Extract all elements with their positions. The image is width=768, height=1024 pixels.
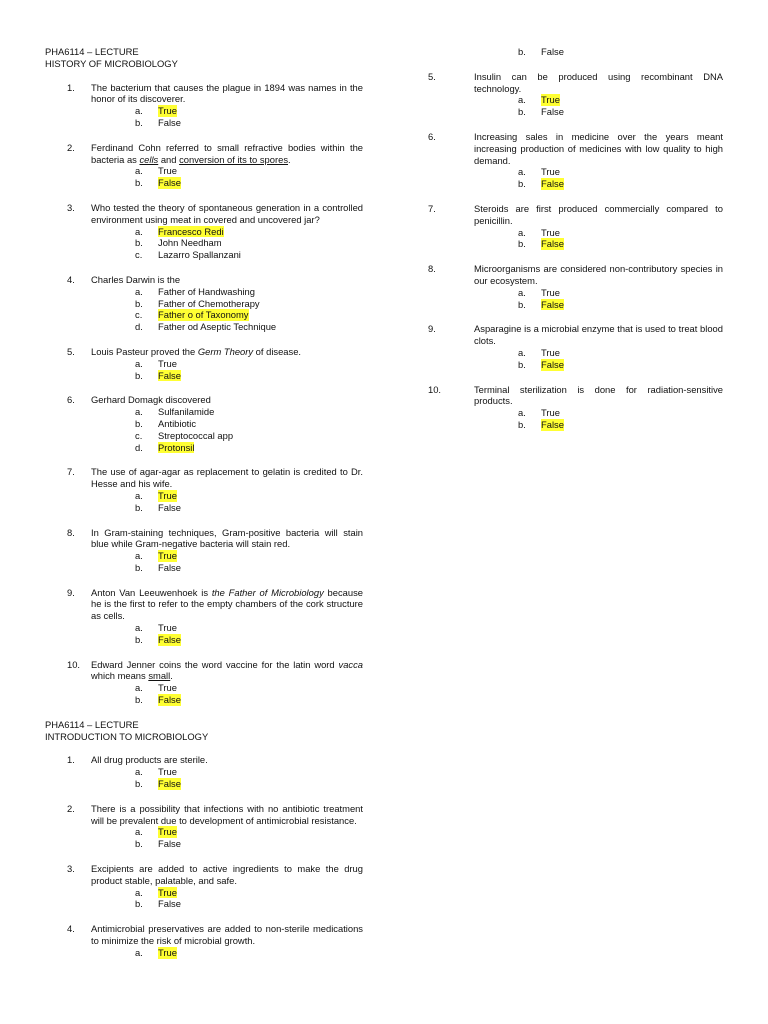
answer-highlight: False (158, 778, 181, 790)
option (518, 419, 723, 431)
stem-segment: Terminal sterilization is done for radiation-sensitive products. (474, 383, 723, 407)
option-letter: b. (135, 561, 143, 573)
question-number: 3. (67, 201, 75, 213)
question-body (91, 142, 363, 189)
question-number: 4. (67, 273, 75, 285)
option-text: Streptococcal app (158, 429, 234, 441)
option-text: True (541, 166, 560, 178)
stem-segment: Edward Jenner coins the word vaccine for the latin word (91, 658, 339, 670)
option (135, 177, 363, 189)
question-number: 2. (67, 802, 75, 814)
question-stem (91, 527, 363, 551)
option (135, 766, 363, 778)
option-letter: a. (518, 286, 526, 298)
question-body (474, 263, 723, 310)
stem-segment: Ferdinand Cohn referred to small refractive bodies within the bacteria as (91, 141, 363, 165)
question-number: 9. (428, 323, 436, 335)
answer-options (474, 407, 723, 431)
option-text: True (158, 622, 177, 634)
option (135, 442, 363, 454)
option-letter: a. (518, 407, 526, 419)
stem-segment: small (148, 670, 171, 682)
option (135, 622, 363, 634)
option-letter: a. (135, 165, 143, 177)
question-stem (91, 587, 363, 622)
option-letter: a. (135, 225, 143, 237)
question-stem (91, 142, 363, 166)
option-letter: c. (135, 309, 143, 321)
answer-highlight: True (158, 489, 177, 501)
option-text: True (541, 286, 560, 298)
option (135, 286, 363, 298)
stem-segment: which means (91, 670, 149, 682)
option-text: Lazarro Spallanzani (158, 249, 241, 261)
option-letter: a. (135, 946, 143, 958)
answer-options (474, 347, 723, 371)
question-number: 8. (67, 526, 75, 538)
option (135, 406, 363, 418)
answer-highlight: True (158, 550, 177, 562)
answer-options (91, 947, 363, 959)
option (518, 94, 723, 106)
question (45, 527, 363, 574)
answer-highlight: False (158, 633, 181, 645)
answer-highlight: False (158, 369, 181, 381)
question (45, 466, 363, 513)
question-body (474, 323, 723, 370)
answer-highlight: True (541, 94, 560, 106)
option (518, 166, 723, 178)
option-text: True (158, 165, 177, 177)
option (135, 947, 363, 959)
option (135, 826, 363, 838)
option-letter: b. (518, 178, 526, 190)
option-text: False (158, 838, 181, 850)
option-letter: a. (135, 682, 143, 694)
question-body (91, 587, 363, 646)
option (518, 347, 723, 359)
answer-options (474, 166, 723, 190)
option (135, 430, 363, 442)
answer-highlight: True (158, 946, 177, 958)
stem-segment: Increasing sales in medicine over the years meant increasing production of medicines with low quality to high demand. (474, 130, 723, 166)
answer-highlight: Protonsil (158, 441, 195, 453)
option-text: Antibiotic (158, 417, 197, 429)
continued-options (428, 46, 723, 58)
option-text: True (158, 357, 177, 369)
option-letter: a. (135, 489, 143, 501)
option-text: True (158, 766, 177, 778)
stem-segment: cells (139, 153, 159, 165)
question-body (91, 394, 363, 453)
answer-options (91, 622, 363, 646)
option-letter: b. (518, 46, 526, 57)
option-text: False (158, 501, 181, 513)
question-number: 1. (67, 81, 75, 93)
section-header (45, 719, 363, 743)
question-number: 8. (428, 263, 436, 275)
question-body (91, 659, 363, 706)
option-letter: b. (135, 417, 143, 429)
question (45, 274, 363, 333)
question-number: 3. (67, 863, 75, 875)
question-number: 6. (67, 394, 75, 406)
question-number: 4. (67, 923, 75, 935)
answer-highlight: True (158, 826, 177, 838)
stem-segment: Germ Theory (197, 345, 254, 357)
option-letter: b. (518, 238, 526, 250)
question (428, 323, 723, 370)
answer-options (474, 227, 723, 251)
question-number: 7. (428, 202, 436, 214)
stem-segment: the Father of Microbiology (211, 586, 324, 598)
option-letter: b. (518, 358, 526, 370)
option-letter: a. (135, 357, 143, 369)
option (135, 550, 363, 562)
answer-highlight: False (541, 178, 564, 190)
right-column (428, 46, 723, 444)
answer-options (474, 287, 723, 311)
option (135, 682, 363, 694)
option-letter: a. (135, 105, 143, 117)
question-stem (474, 384, 723, 408)
stem-segment: Asparagine is a microbial enzyme that is used to treat blood clots. (474, 323, 723, 347)
option (518, 238, 723, 250)
option-text: True (541, 226, 560, 238)
option (135, 634, 363, 646)
answer-options (91, 286, 363, 333)
stem-segment: . (288, 153, 291, 165)
option (518, 299, 723, 311)
stem-segment: conversion of its to spores (179, 153, 289, 165)
option-letter: b. (135, 898, 143, 910)
question-number: 7. (67, 466, 75, 478)
stem-segment: vacca (338, 658, 363, 670)
option-letter: c. (135, 249, 143, 261)
question (45, 587, 363, 646)
stem-segment: Excipients are added to active ingredients to make the drug product stable, palatable, and safe. (91, 863, 363, 886)
question (428, 131, 723, 190)
question (45, 803, 363, 850)
option (518, 287, 723, 299)
question-body (91, 82, 363, 129)
option (518, 407, 723, 419)
stem-segment: of disease. (253, 345, 302, 357)
stem-segment: There is a possibility that infections with no antibiotic treatment will be prevalent due to development of antimicrobial resistance. (91, 802, 363, 826)
section (45, 719, 363, 959)
answer-options (91, 826, 363, 850)
answer-highlight: False (541, 418, 564, 430)
option-letter: a. (135, 886, 143, 898)
question-body (474, 384, 723, 431)
option-text: Father od Aseptic Technique (158, 321, 277, 333)
question-stem (91, 659, 363, 683)
answer-highlight: False (541, 298, 564, 310)
option-letter: a. (135, 550, 143, 562)
option-letter: d. (135, 441, 143, 453)
option-letter: c. (135, 429, 143, 441)
question (428, 71, 723, 118)
option (135, 502, 363, 514)
answer-options (91, 226, 363, 261)
option-letter: b. (135, 694, 143, 706)
question-stem (91, 274, 363, 286)
option-letter: b. (135, 177, 143, 189)
option-text: Father of Chemotherapy (158, 297, 260, 309)
option (135, 298, 363, 310)
left-column (45, 46, 363, 972)
stem-segment: In Gram-staining techniques, Gram-positive bacteria will stain blue while Gram-negative bacteria will stain red. (91, 526, 363, 550)
question-stem (91, 346, 363, 358)
option-letter: a. (135, 285, 143, 297)
option (135, 694, 363, 706)
question-body (91, 274, 363, 333)
section-header (45, 46, 363, 70)
question-stem (91, 863, 363, 887)
answer-highlight: False (158, 177, 181, 189)
option (135, 562, 363, 574)
question-stem (474, 203, 723, 227)
question-body (91, 863, 363, 910)
question-number: 2. (67, 141, 75, 153)
stem-segment: Gerhard Domagk discovered (91, 394, 211, 406)
topic-title: INTRODUCTION TO MICROBIOLOGY (45, 730, 209, 742)
question-body (474, 203, 723, 250)
option (135, 898, 363, 910)
question-stem (91, 803, 363, 827)
question-stem (474, 263, 723, 287)
question-list (428, 71, 723, 431)
option (135, 887, 363, 899)
answer-highlight: True (158, 105, 177, 117)
question (45, 863, 363, 910)
option (135, 838, 363, 850)
option-letter: a. (518, 226, 526, 238)
course-title: PHA6114 – LECTURE (45, 46, 139, 57)
option (135, 418, 363, 430)
option (135, 370, 363, 382)
course-title: PHA6114 – LECTURE (45, 718, 139, 730)
question-stem (474, 71, 723, 95)
answer-options (91, 358, 363, 382)
question-body (474, 131, 723, 190)
question-number: 10. (67, 658, 81, 670)
option-text: False (158, 116, 181, 128)
option (135, 165, 363, 177)
answer-options (91, 105, 363, 129)
question-body (91, 202, 363, 261)
option (135, 226, 363, 238)
question-number: 1. (67, 754, 75, 766)
stem-segment: Antimicrobial preservatives are added to non-sterile medications to minimize the risk of microbial growth. (91, 923, 363, 947)
option-text: Father of Handwashing (158, 285, 255, 297)
answer-options (91, 406, 363, 453)
stem-segment: Microorganisms are considered non-contributory species in our ecosystem. (474, 263, 723, 286)
question (45, 923, 363, 958)
question (45, 394, 363, 453)
option-text: John Needham (158, 237, 222, 249)
option-text: True (158, 682, 177, 694)
question-stem (91, 754, 363, 766)
option-letter: b. (135, 778, 143, 790)
question (428, 384, 723, 431)
question-stem (474, 323, 723, 347)
option-letter: b. (135, 633, 143, 645)
option (518, 106, 723, 118)
option-letter: d. (135, 321, 143, 333)
question-number: 6. (428, 130, 436, 142)
question-number: 5. (428, 70, 436, 82)
answer-highlight: Father o of Taxonomy (158, 309, 249, 321)
option-letter: b. (518, 106, 526, 118)
question (45, 346, 363, 381)
answer-options (91, 490, 363, 514)
option-letter: a. (135, 766, 143, 778)
question-body (91, 923, 363, 958)
option (518, 46, 723, 58)
option (135, 237, 363, 249)
option (518, 227, 723, 239)
question-number: 5. (67, 345, 75, 357)
option-text: True (541, 407, 560, 419)
answer-highlight: False (541, 358, 564, 370)
answer-options (91, 766, 363, 790)
answer-options (91, 682, 363, 706)
stem-segment: Louis Pasteur proved the (91, 345, 198, 357)
option-letter: b. (518, 418, 526, 430)
option-text: False (541, 46, 564, 57)
answer-highlight: True (158, 886, 177, 898)
option-letter: b. (518, 298, 526, 310)
question-body (91, 346, 363, 381)
question (45, 202, 363, 261)
topic-title: HISTORY OF MICROBIOLOGY (45, 57, 178, 69)
option-text: Sulfanilamide (158, 406, 215, 418)
option-letter: b. (135, 501, 143, 513)
question-body (91, 803, 363, 850)
question-stem (91, 923, 363, 947)
section (45, 46, 363, 706)
option-letter: b. (135, 838, 143, 850)
option-letter: a. (518, 94, 526, 106)
answer-highlight: Francesco Redi (158, 225, 224, 237)
question-body (474, 71, 723, 118)
option (135, 249, 363, 261)
question (45, 82, 363, 129)
stem-segment: because he is the first to refer to the empty chambers of the cork structure as cells. (91, 586, 364, 622)
question-stem (91, 82, 363, 106)
stem-segment: All drug products are sterile. (91, 754, 208, 766)
question (45, 142, 363, 189)
option (135, 490, 363, 502)
question (45, 754, 363, 789)
option-letter: b. (135, 237, 143, 249)
question-stem (474, 131, 723, 166)
question-number: 10. (428, 383, 442, 395)
option-letter: b. (135, 116, 143, 128)
option-text: False (541, 106, 564, 118)
option-letter: a. (135, 406, 143, 418)
option-text: False (158, 898, 181, 910)
question (428, 203, 723, 250)
option-text: True (541, 346, 560, 358)
option-letter: b. (135, 369, 143, 381)
stem-segment: Anton Van Leeuwenhoek is (91, 586, 212, 598)
option-letter: a. (518, 166, 526, 178)
option (135, 105, 363, 117)
question (428, 263, 723, 310)
question-stem (91, 394, 363, 406)
question-body (91, 466, 363, 513)
answer-highlight: False (541, 238, 564, 250)
option (518, 359, 723, 371)
stem-segment: The bacterium that causes the plague in 1894 was names in the honor of its discoverer. (91, 81, 363, 105)
question (45, 659, 363, 706)
stem-segment: Charles Darwin is the (91, 273, 181, 285)
option-letter: a. (135, 622, 143, 634)
answer-options (474, 94, 723, 118)
option (135, 778, 363, 790)
question-stem (91, 466, 363, 490)
answer-options (91, 165, 363, 189)
stem-segment: Insulin can be produced using recombinant DNA technology. (474, 70, 723, 94)
answer-options (91, 887, 363, 911)
question-number: 9. (67, 586, 75, 598)
stem-segment: The use of agar-agar as replacement to gelatin is credited to Dr. Hesse and his wife. (91, 466, 363, 490)
stem-segment: . (170, 670, 173, 682)
answer-options (91, 550, 363, 574)
answer-highlight: False (158, 694, 181, 706)
question-body (91, 754, 363, 789)
stem-segment: Who tested the theory of spontaneous generation in a controlled environment using meat in covered and uncovered jar? (91, 201, 363, 225)
option-letter: b. (135, 297, 143, 309)
stem-segment: Steroids are first produced commercially compared to penicillin. (474, 202, 723, 226)
option (135, 321, 363, 333)
option (135, 117, 363, 129)
option (518, 178, 723, 190)
question-body (91, 527, 363, 574)
option-text: False (158, 561, 181, 573)
stem-segment: and (158, 153, 180, 165)
option (135, 309, 363, 321)
question-stem (91, 202, 363, 226)
option (135, 358, 363, 370)
option-letter: a. (518, 346, 526, 358)
option-letter: a. (135, 826, 143, 838)
